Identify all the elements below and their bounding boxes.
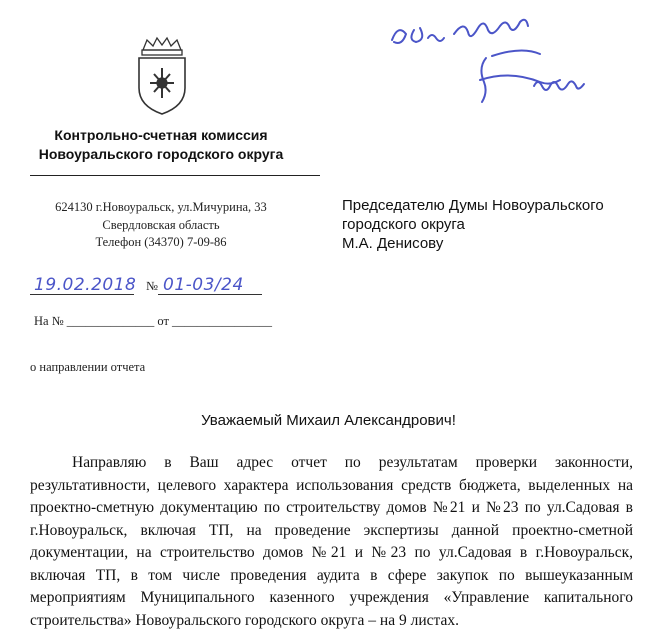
recipient-line2: городского округа — [342, 216, 465, 233]
number-underline — [158, 294, 262, 295]
address-line1: 624130 г.Новоуральск, ул.Мичурина, 33 — [55, 200, 267, 214]
recipient-line1: Председателю Думы Новоуральского — [342, 197, 604, 214]
registration-date: 19.02.2018 — [34, 275, 137, 295]
subject-line: о направлении отчета — [30, 360, 146, 374]
header-divider — [30, 175, 320, 176]
phone-line: Телефон (34370) 7-09-86 — [95, 235, 227, 249]
number-label: № — [146, 279, 158, 293]
address-line2: Свердловская область — [102, 218, 220, 232]
letter-body — [30, 452, 633, 632]
organization-name-line2: Новоуральского городского округа — [38, 146, 284, 162]
letter-body-text: Направляю в Ваш адрес отчет по результатам проверки законности, результативности, целевого характера использования средств бюджета, выделенных на проектно-сметную документацию по строительству домов №21 и №23 по ул.Садовая в г.Новоуральск, включая ТП, на проведение экспертизы данной проектно-сметной документации, на строительство домов №21 и №23 по ул.Садовая в г.Новоуральск, включая ТП, в том числе проведения аудита в сфере закупок по вышеуказанным мероприятиям Муниципального казенного учреждения «Управление капитального строительства» Новоуральского городского округа – на 9 листах. — [30, 454, 633, 629]
date-underline — [30, 294, 134, 295]
coat-of-arms-icon — [133, 36, 191, 116]
reply-reference: На № ______________ от ________________ — [34, 314, 273, 328]
recipient-name: М.А. Денисову — [342, 235, 444, 252]
registration-number: 01-03/24 — [163, 275, 244, 295]
organization-name-line1: Контрольно-счетная комиссия — [54, 127, 268, 143]
handwritten-resolution — [384, 10, 614, 125]
greeting: Уважаемый Михаил Александрович! — [201, 412, 456, 429]
